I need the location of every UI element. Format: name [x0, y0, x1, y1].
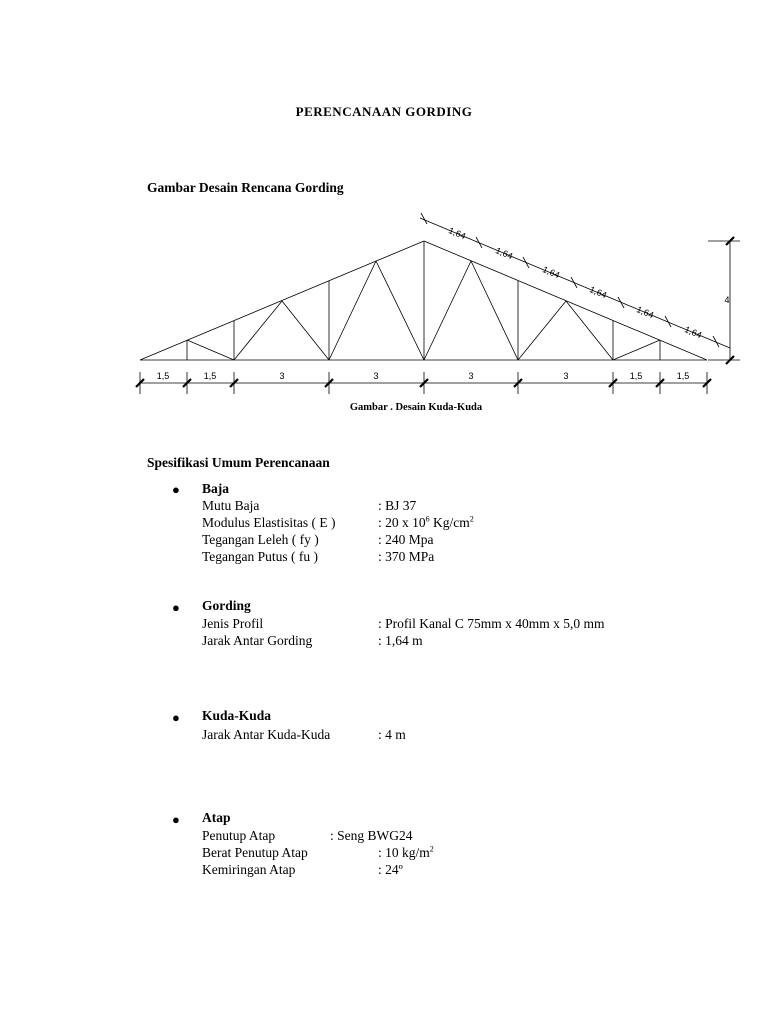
- section-title-atap: Atap: [202, 810, 231, 825]
- spec-heading: Spesifikasi Umum Perencanaan: [147, 455, 330, 470]
- spec-label: Kemiringan Atap: [202, 862, 296, 877]
- spec-label: Jarak Antar Gording: [202, 633, 313, 648]
- section-title-kudakuda: Kuda-Kuda: [202, 708, 272, 723]
- slope-label: 1,64: [635, 304, 656, 321]
- spec-value: : 10 $kg/m^2$: [378, 844, 434, 860]
- spec-label: Tegangan Leleh ( fy ): [202, 532, 319, 547]
- dim-label: 1,5: [629, 371, 643, 381]
- spec-value: : 370 MPa: [378, 549, 435, 564]
- height-label: 4: [724, 295, 730, 305]
- spec-value: : 1,64 m: [378, 633, 423, 648]
- spec-value: : Profil Kanal C 75mm x 40mm x 5,0 mm: [378, 616, 605, 631]
- spec-label: Jenis Profil: [202, 616, 264, 631]
- dim-label: 3: [279, 371, 285, 381]
- spec-value: : 240 Mpa: [378, 532, 434, 547]
- spec-label: Penutup Atap: [202, 828, 276, 843]
- slope-label: 1,64: [494, 245, 515, 262]
- slope-label: 1,64: [541, 264, 562, 281]
- dim-label: 1,5: [203, 371, 217, 381]
- dim-label: 3: [563, 371, 569, 381]
- dim-label: 1,5: [156, 371, 170, 381]
- spec-label: Jarak Antar Kuda-Kuda: [202, 727, 331, 742]
- spec-label: Modulus Elastisitas ( E ): [202, 515, 336, 530]
- spec-label: Mutu Baja: [202, 498, 260, 513]
- spec-value: : Seng BWG24: [330, 828, 413, 843]
- page-title: PERENCANAAN GORDING: [295, 104, 473, 119]
- figure-caption: Gambar . Desain Kuda-Kuda: [349, 402, 483, 413]
- slope-label: 1,64: [588, 284, 609, 301]
- spec-label: Berat Penutup Atap: [202, 845, 308, 860]
- bullet-icon: ●: [172, 600, 180, 615]
- dim-label: 3: [468, 371, 474, 381]
- bullet-icon: ●: [172, 710, 180, 725]
- spec-value: : 4 m: [378, 727, 406, 742]
- figure-heading: Gambar Desain Rencana Gording: [147, 180, 344, 195]
- top-chord-left: [140, 241, 424, 360]
- dim-label: 3: [373, 371, 379, 381]
- bullet-icon: ●: [172, 482, 180, 497]
- bullet-icon: ●: [172, 812, 180, 827]
- dim-label: 1,5: [676, 371, 690, 381]
- truss-drawing: [0, 0, 768, 420]
- slope-label: 1,64: [447, 225, 468, 242]
- section-title-baja: Baja: [202, 481, 229, 496]
- slope-label: 1,64: [683, 324, 704, 341]
- top-chord-right: [424, 241, 707, 360]
- spec-value: : BJ 37: [378, 498, 417, 513]
- spec-label: Tegangan Putus ( fu ): [202, 549, 319, 564]
- section-title-gording: Gording: [202, 598, 251, 613]
- spec-value: : 24º: [378, 862, 403, 877]
- spec-value: : 20 x $10^6$ $Kg/cm^2$: [378, 514, 474, 530]
